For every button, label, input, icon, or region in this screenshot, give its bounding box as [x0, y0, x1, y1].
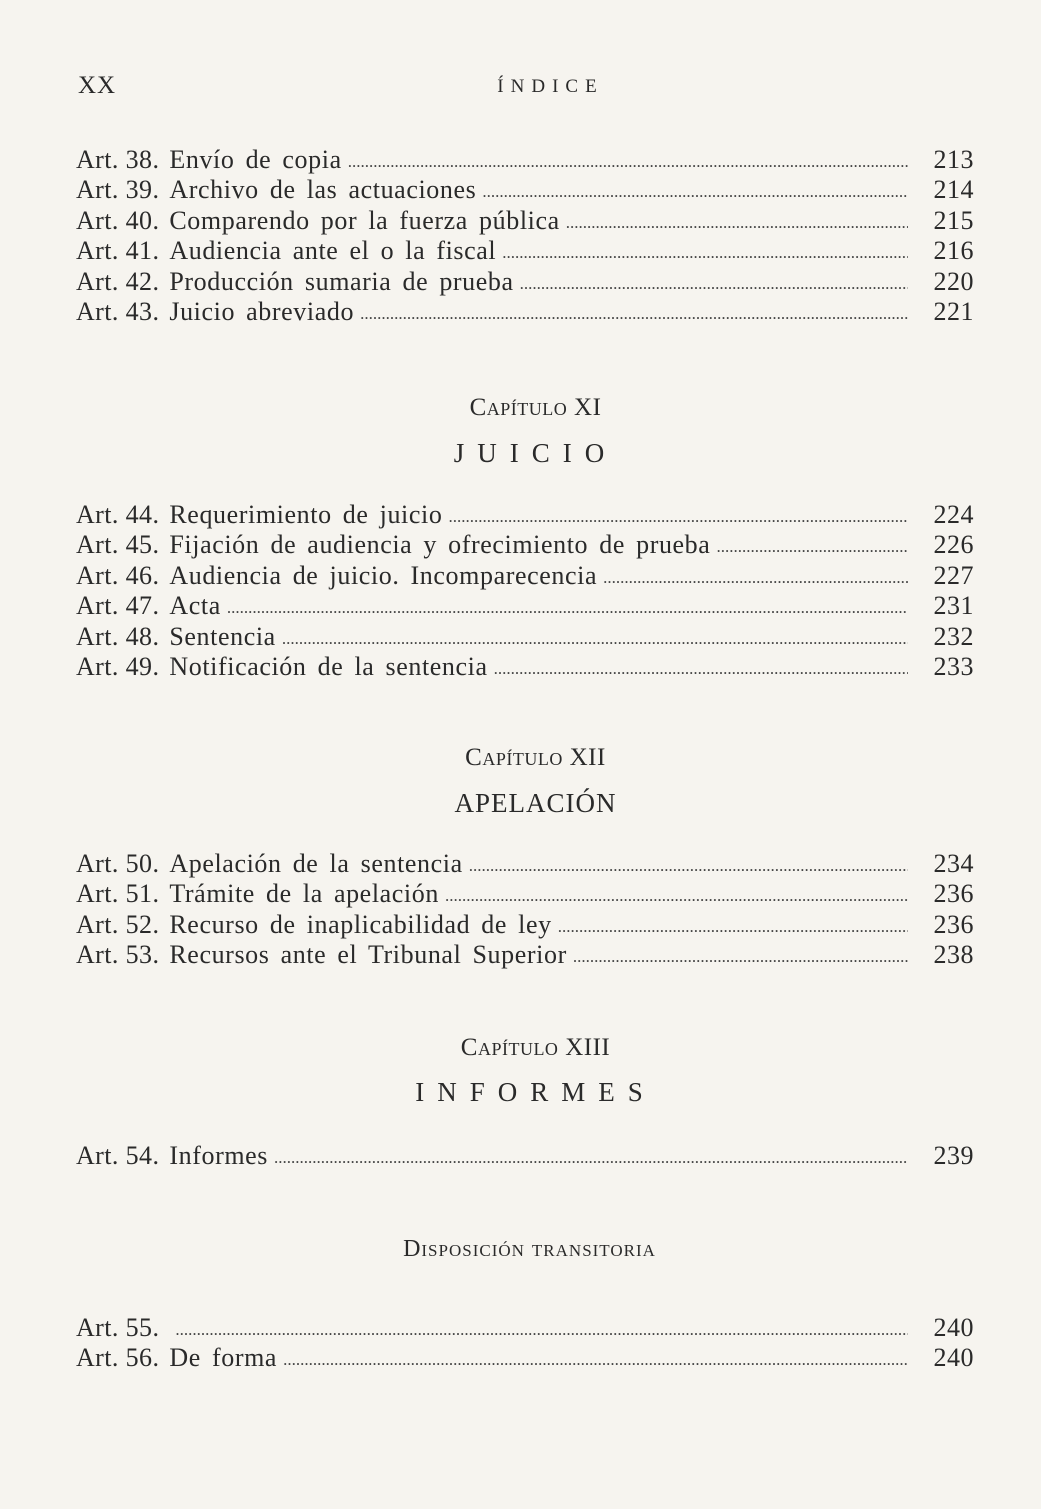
dot-leader: [558, 912, 908, 942]
dot-leader: [502, 238, 908, 268]
dot-leader: [494, 654, 908, 684]
toc-entry: [76, 622, 974, 652]
dot-leader: [175, 1315, 908, 1345]
article-number: Art. 50.: [76, 849, 160, 878]
dot-leader: [716, 532, 908, 562]
toc-entry: [76, 145, 974, 175]
article-number: Art. 55.: [76, 1313, 160, 1342]
toc-entry: [76, 206, 974, 236]
article-title: Producción sumaria de prueba: [169, 266, 514, 296]
article-number: Art. 53.: [76, 940, 160, 970]
page-number: 240: [933, 1313, 974, 1342]
toc-entry: [76, 591, 974, 621]
dot-leader: [469, 851, 908, 881]
page-number: 232: [933, 621, 974, 651]
article-title: Notificación de la sentencia: [169, 651, 488, 681]
toc-group-chapter-xi: [76, 500, 974, 682]
chapter-number: XIII: [565, 1034, 611, 1061]
chapter-label: [0, 744, 1041, 772]
toc-entry: [76, 175, 974, 205]
chapter-word: Capítulo: [465, 744, 563, 771]
dot-leader: [227, 593, 908, 623]
article-number: Art. 54.: [76, 1141, 160, 1170]
article-title: Apelación de la sentencia: [169, 849, 463, 878]
article-number: Art. 46.: [76, 560, 160, 590]
article-title: Fijación de audiencia y ofrecimiento de prueba: [169, 530, 711, 560]
chapter-word: Capítulo: [460, 1034, 559, 1061]
dot-leader: [283, 1345, 908, 1375]
chapter-label: [0, 394, 1041, 422]
article-number: Art. 42.: [76, 266, 160, 296]
toc-entry: [76, 940, 974, 970]
article-title: Acta: [169, 591, 221, 621]
page-number: 215: [933, 205, 974, 235]
page-number: 233: [933, 651, 974, 681]
page-number: 239: [933, 1141, 974, 1170]
page-number: 220: [933, 266, 974, 296]
page-number: 236: [933, 879, 974, 909]
toc-group-chapter-xii: [76, 849, 974, 971]
dot-leader: [566, 208, 908, 238]
running-head: [78, 72, 963, 104]
toc-entry: [76, 849, 974, 879]
dot-leader: [573, 942, 908, 972]
article-title: Sentencia: [169, 621, 276, 651]
toc-entry: [76, 1313, 974, 1343]
article-title: Trámite de la apelación: [169, 879, 439, 909]
article-title: Envío de copia: [169, 145, 342, 174]
chapter-title: INFORMES: [415, 1077, 656, 1107]
toc-entry: [76, 561, 974, 591]
toc-group-transitory: [76, 1313, 974, 1374]
article-number: Art. 38.: [76, 145, 160, 174]
page-number: 224: [933, 500, 974, 529]
page-number: 240: [933, 1343, 974, 1373]
article-number: Art. 40.: [76, 205, 160, 235]
page-number: 226: [933, 530, 974, 560]
page-number: 236: [933, 909, 974, 939]
dot-leader: [520, 269, 908, 299]
toc-entry: [76, 530, 974, 560]
article-title: Juicio abreviado: [169, 296, 355, 326]
page-number: 216: [933, 236, 974, 266]
article-number: Art. 47.: [76, 591, 160, 621]
article-title: Audiencia de juicio. Incomparecencia: [169, 560, 598, 590]
toc-entry: [76, 1343, 974, 1373]
chapter-title: APELACIÓN: [454, 788, 617, 818]
article-number: Art. 51.: [76, 879, 160, 909]
dot-leader: [445, 881, 908, 911]
page-number: 238: [933, 940, 974, 970]
article-number: Art. 56.: [76, 1343, 160, 1373]
article-title: Recursos ante el Tribunal Superior: [169, 940, 567, 970]
article-title: Recurso de inaplicabilidad de ley: [169, 909, 552, 939]
article-number: Art. 41.: [76, 236, 160, 266]
dot-leader: [603, 563, 908, 593]
page-folio: XX: [78, 72, 117, 99]
article-number: Art. 44.: [76, 500, 160, 529]
toc-entry: [76, 652, 974, 682]
article-title: Comparendo por la fuerza pública: [169, 205, 560, 235]
chapter-title: JUICIO: [453, 438, 618, 468]
toc-entry: [76, 297, 974, 327]
section-heading: Disposición transitoria: [403, 1236, 656, 1262]
chapter-word: Capítulo: [469, 394, 568, 421]
toc-entry: [76, 879, 974, 909]
dot-leader: [482, 177, 908, 207]
dot-leader: [360, 299, 908, 329]
article-title: Informes: [169, 1141, 269, 1170]
dot-leader: [282, 624, 908, 654]
chapter-number: XII: [569, 744, 606, 771]
article-title: Archivo de las actuaciones: [169, 175, 477, 205]
page-number: 227: [933, 560, 974, 590]
toc-entry: [76, 1141, 974, 1171]
article-title: Requerimiento de juicio: [169, 500, 443, 529]
page-number: 234: [933, 849, 974, 878]
dot-leader: [274, 1143, 908, 1173]
article-number: Art. 49.: [76, 651, 160, 681]
page-number: 214: [933, 175, 974, 205]
article-number: Art. 52.: [76, 909, 160, 939]
page-number: 221: [933, 296, 974, 326]
article-title: Audiencia ante el o la fiscal: [169, 236, 497, 266]
toc-group-continuation: [76, 145, 974, 327]
article-number: Art. 43.: [76, 296, 160, 326]
toc-group-chapter-xiii: [76, 1141, 974, 1171]
article-number: Art. 39.: [76, 175, 160, 205]
dot-leader: [348, 147, 908, 177]
article-number: Art. 48.: [76, 621, 160, 651]
page-number: 231: [933, 591, 974, 621]
toc-entry: [76, 910, 974, 940]
chapter-number: XI: [574, 394, 602, 421]
article-title: De forma: [169, 1343, 278, 1373]
toc-entry: [76, 500, 974, 530]
toc-entry: [76, 267, 974, 297]
dot-leader: [448, 502, 908, 532]
page-number: 213: [933, 145, 974, 174]
chapter-label: [0, 1034, 1041, 1062]
running-title: ÍNDICE: [497, 76, 604, 97]
article-number: Art. 45.: [76, 530, 160, 560]
toc-entry: [76, 236, 974, 266]
